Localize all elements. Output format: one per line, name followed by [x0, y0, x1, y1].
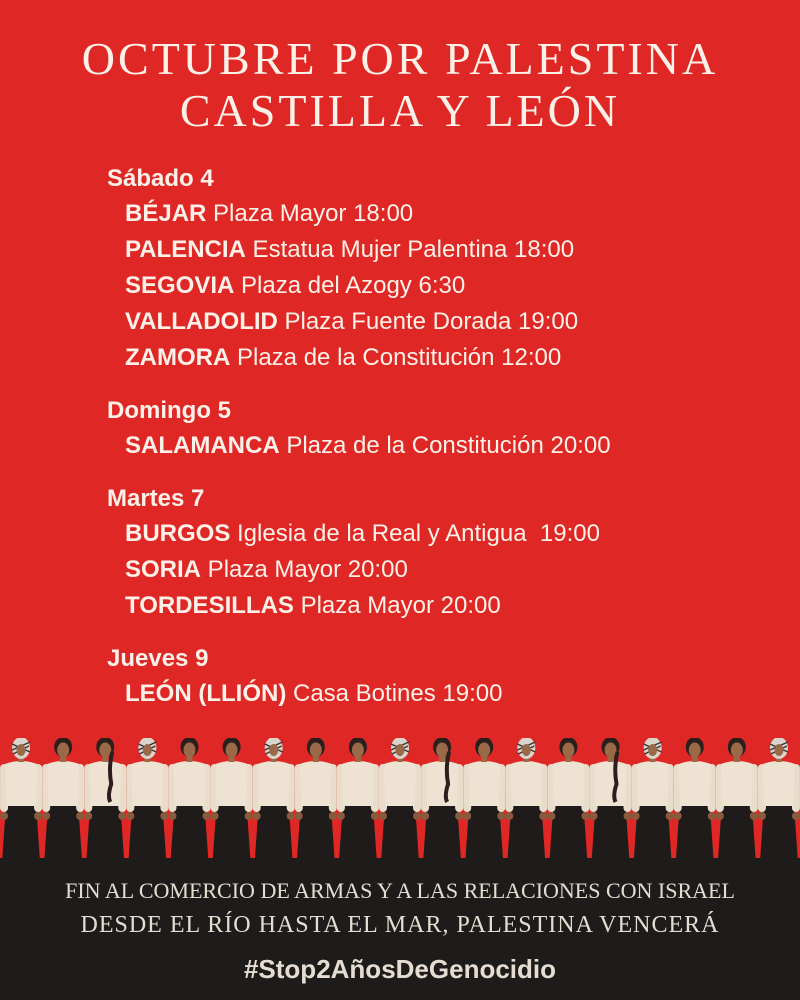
title-line-2: CASTILLA Y LEÓN	[179, 85, 621, 136]
event-row	[107, 196, 787, 232]
event-row	[107, 516, 787, 552]
day-spacer	[107, 624, 787, 642]
woman-figure	[674, 738, 716, 862]
woman-figure	[463, 738, 505, 862]
woman-figure	[126, 738, 168, 862]
event-place-time: Plaza Mayor 20:00	[293, 592, 501, 619]
woman-figure	[295, 738, 337, 862]
event-row	[107, 340, 787, 376]
slogan-river-to-sea: DESDE EL RÍO HASTA EL MAR, PALESTINA VENCERÁ	[80, 912, 720, 938]
event-row	[107, 304, 787, 340]
event-row	[107, 232, 787, 268]
woman-figure	[758, 738, 800, 862]
event-place-time: Estatua Mujer Palentina 18:00	[245, 236, 575, 263]
event-city: VALLADOLID	[125, 308, 278, 335]
event-city: ZAMORA	[125, 344, 231, 371]
event-place-time: Plaza del Azogy 6:30	[234, 272, 466, 299]
event-city: SORIA	[125, 556, 202, 583]
event-row	[107, 676, 787, 712]
woman-figure	[253, 738, 295, 862]
title-line-1: OCTUBRE POR PALESTINA	[81, 33, 719, 84]
event-city: PALENCIA	[125, 236, 246, 263]
woman-figure	[84, 738, 126, 862]
day-heading: Jueves 9	[107, 645, 209, 672]
day-spacer	[107, 464, 787, 482]
event-schedule	[107, 162, 787, 712]
day-heading: Sábado 4	[107, 165, 214, 192]
woman-figure	[716, 738, 758, 862]
day-heading: Martes 7	[107, 485, 205, 512]
woman-figure	[547, 738, 589, 862]
event-city: TORDESILLAS	[125, 592, 294, 619]
event-city: BURGOS	[125, 520, 231, 547]
woman-figure	[632, 738, 674, 862]
event-city: SEGOVIA	[125, 272, 235, 299]
event-place-time: Casa Botines 19:00	[286, 680, 503, 707]
event-place-time: Plaza de la Constitución 12:00	[230, 344, 562, 371]
event-row	[107, 588, 787, 624]
day-spacer	[107, 376, 787, 394]
women-illustration	[0, 738, 800, 862]
event-row	[107, 428, 787, 464]
event-place-time: Iglesia de la Real y Antigua 19:00	[230, 520, 600, 547]
woman-figure	[421, 738, 463, 862]
woman-figure	[0, 738, 42, 862]
woman-figure	[211, 738, 253, 862]
woman-figure	[337, 738, 379, 862]
woman-figure	[379, 738, 421, 862]
event-city: SALAMANCA	[125, 432, 280, 459]
event-place-time: Plaza Fuente Dorada 19:00	[277, 308, 579, 335]
event-city: BÉJAR	[125, 200, 207, 227]
woman-figure	[42, 738, 84, 862]
event-place-time: Plaza Mayor 20:00	[201, 556, 408, 583]
event-place-time: Plaza Mayor 18:00	[206, 200, 414, 227]
woman-figure	[505, 738, 547, 862]
woman-figure	[168, 738, 210, 862]
slogan-arms-trade: FIN AL COMERCIO DE ARMAS Y A LAS RELACIONES CON ISRAEL	[65, 878, 735, 903]
event-place-time: Plaza de la Constitución 20:00	[279, 432, 611, 459]
event-city: LEÓN (LLIÓN)	[125, 680, 287, 707]
hashtag: #Stop2AñosDeGenocidio	[243, 954, 557, 984]
footer-banner	[0, 858, 800, 1000]
woman-figure	[590, 738, 632, 862]
event-row	[107, 552, 787, 588]
day-heading: Domingo 5	[107, 397, 231, 424]
event-row	[107, 268, 787, 304]
